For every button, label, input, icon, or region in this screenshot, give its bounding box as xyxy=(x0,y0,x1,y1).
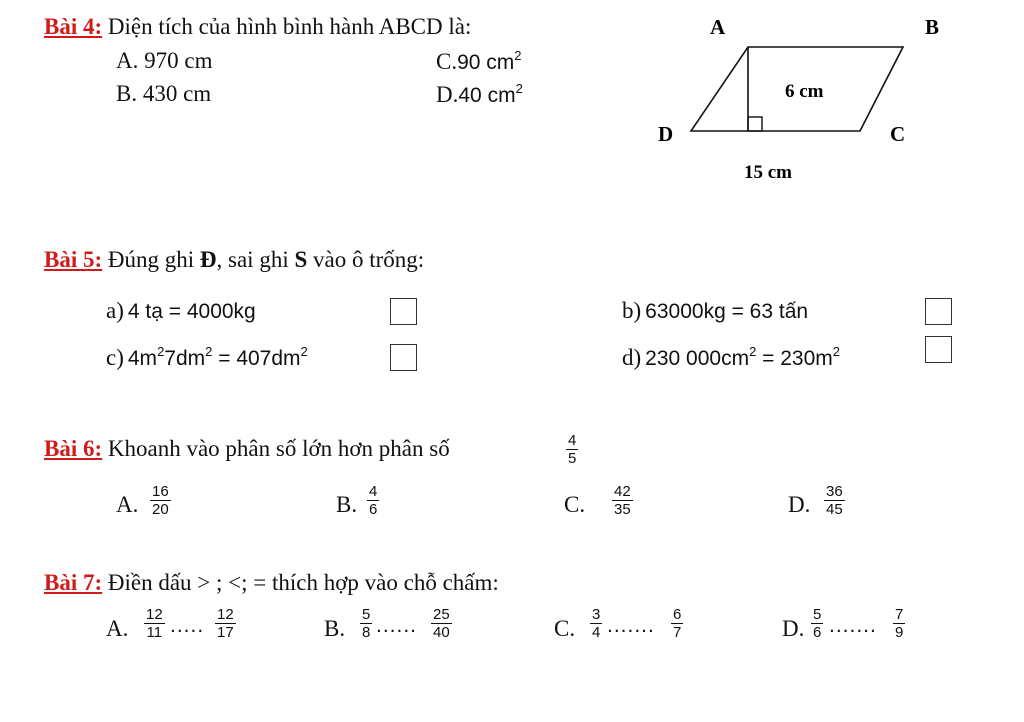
denominator: 6 xyxy=(813,624,822,641)
bai7-a-right-fraction xyxy=(215,606,236,641)
vertex-a: A xyxy=(710,15,726,39)
denominator: 4 xyxy=(592,624,601,641)
option-value: 430 cm xyxy=(142,81,212,106)
bai5-item-c xyxy=(106,344,308,371)
vertex-b: B xyxy=(925,15,940,39)
bai7-c-blank[interactable]: ....... xyxy=(607,614,655,637)
bai6-option-c-prefix: C. xyxy=(564,492,586,517)
bai7-c-left-fraction xyxy=(590,606,602,641)
superscript: 2 xyxy=(832,344,841,359)
item-expression: 230 000cm xyxy=(645,347,750,370)
item-prefix: c) xyxy=(106,345,124,370)
denominator: 5 xyxy=(568,450,577,467)
denominator: 20 xyxy=(152,501,169,518)
item-expression: = 407dm xyxy=(212,347,301,370)
base-label: 15 cm xyxy=(744,162,793,183)
item-expression: 4 tạ = 4000kg xyxy=(127,300,256,323)
numerator: 12 xyxy=(217,606,234,623)
answer-box-d[interactable] xyxy=(925,336,952,363)
option-value: 90 cm xyxy=(457,51,515,74)
superscript: 2 xyxy=(157,344,165,359)
bai7-d-blank[interactable]: ....... xyxy=(829,614,877,637)
bai7-b-right-fraction xyxy=(431,606,452,641)
bai4-label: Bài 4: xyxy=(44,14,103,39)
bai7-d-left-fraction xyxy=(811,606,823,641)
bai7-a-left-fraction xyxy=(144,606,165,641)
bai6-option-b-prefix: B. xyxy=(336,492,358,517)
denominator: 35 xyxy=(614,501,631,518)
bai7-c-right-fraction xyxy=(671,606,683,641)
numerator: 3 xyxy=(592,606,601,623)
bai7-question: Điền dấu > ; <; = thích hợp vào chỗ chấm: xyxy=(107,570,499,595)
right-angle-mark xyxy=(748,117,762,131)
bai7-a-blank[interactable]: ..... xyxy=(170,614,205,637)
bai7-label: Bài 7: xyxy=(44,570,103,595)
option-prefix: D. xyxy=(436,82,459,107)
superscript: 2 xyxy=(514,48,522,63)
bai6-option-c[interactable] xyxy=(612,483,633,518)
bai7-option-b-prefix: B. xyxy=(324,616,346,641)
superscript: 2 xyxy=(749,344,757,359)
bai7-b-left-fraction xyxy=(360,606,372,641)
item-prefix: a) xyxy=(106,298,124,323)
bai7-option-a-prefix: A. xyxy=(106,616,129,641)
answer-box-a[interactable] xyxy=(390,298,417,325)
answer-box-b[interactable] xyxy=(925,298,952,325)
denominator: 11 xyxy=(146,624,163,641)
denominator: 17 xyxy=(217,624,234,641)
bai7-heading xyxy=(44,570,499,596)
option-prefix: A. xyxy=(116,48,139,73)
item-prefix: b) xyxy=(622,298,642,323)
numerator: 4 xyxy=(369,483,378,500)
denominator: 8 xyxy=(362,624,371,641)
item-expression: = 230m xyxy=(756,347,833,370)
numerator: 5 xyxy=(362,606,371,623)
denominator: 9 xyxy=(895,624,904,641)
bai4-option-d[interactable] xyxy=(436,81,523,108)
bai5-item-b xyxy=(622,298,808,324)
item-expression: 63000kg = 63 tấn xyxy=(645,300,809,323)
answer-box-c[interactable] xyxy=(390,344,417,371)
bai6-given-fraction xyxy=(566,432,578,467)
bai7-option-d-prefix: D. xyxy=(782,616,805,641)
numerator: 6 xyxy=(673,606,682,623)
numerator: 42 xyxy=(614,483,631,500)
denominator: 45 xyxy=(826,501,843,518)
superscript: 2 xyxy=(205,344,213,359)
bai5-letter-s: S xyxy=(294,247,308,272)
bai5-text: Đúng ghi xyxy=(107,247,195,272)
numerator: 36 xyxy=(826,483,843,500)
numerator: 12 xyxy=(146,606,163,623)
height-label: 6 cm xyxy=(785,81,824,102)
option-prefix: C. xyxy=(436,49,458,74)
superscript: 2 xyxy=(300,344,308,359)
item-prefix: d) xyxy=(622,345,642,370)
option-value: 40 cm xyxy=(458,84,516,107)
bai6-option-d[interactable] xyxy=(824,483,845,518)
bai5-item-d xyxy=(622,344,840,371)
bai5-heading xyxy=(44,247,424,273)
bai6-label: Bài 6: xyxy=(44,436,103,461)
denominator: 6 xyxy=(369,501,378,518)
bai5-item-a xyxy=(106,298,256,324)
bai5-text: vào ô trống: xyxy=(313,247,425,272)
vertex-c: C xyxy=(890,122,906,146)
vertex-d: D xyxy=(658,122,674,146)
bai7-option-c-prefix: C. xyxy=(554,616,576,641)
numerator: 7 xyxy=(895,606,904,623)
numerator: 5 xyxy=(813,606,822,623)
numerator: 4 xyxy=(568,432,577,449)
bai4-option-b[interactable] xyxy=(116,81,211,107)
bai4-option-c[interactable] xyxy=(436,48,522,75)
option-value: 970 cm xyxy=(144,48,213,73)
bai5-text: , sai ghi xyxy=(216,247,289,272)
bai5-label: Bài 5: xyxy=(44,247,103,272)
bai6-option-d-prefix: D. xyxy=(788,492,811,517)
bai4-option-a[interactable] xyxy=(116,48,212,74)
item-expression: 4m xyxy=(127,347,158,370)
bai7-d-right-fraction xyxy=(893,606,905,641)
bai6-heading xyxy=(44,436,450,462)
bai4-heading xyxy=(44,14,471,40)
numerator: 25 xyxy=(433,606,450,623)
bai6-option-a[interactable] xyxy=(150,483,171,518)
bai7-b-blank[interactable]: ...... xyxy=(376,614,418,637)
denominator: 40 xyxy=(433,624,450,641)
superscript: 2 xyxy=(515,81,523,96)
item-expression: 7dm xyxy=(164,347,206,370)
numerator: 16 xyxy=(152,483,169,500)
bai4-question: Diện tích của hình bình hành ABCD là: xyxy=(107,14,472,39)
bai6-option-b[interactable] xyxy=(367,483,379,518)
parallelogram-figure xyxy=(650,10,970,190)
bai6-option-a-prefix: A. xyxy=(116,492,139,517)
denominator: 7 xyxy=(673,624,682,641)
bai6-question: Khoanh vào phân số lớn hơn phân số xyxy=(107,436,450,461)
bai5-letter-d: Đ xyxy=(199,247,217,272)
option-prefix: B. xyxy=(116,81,138,106)
